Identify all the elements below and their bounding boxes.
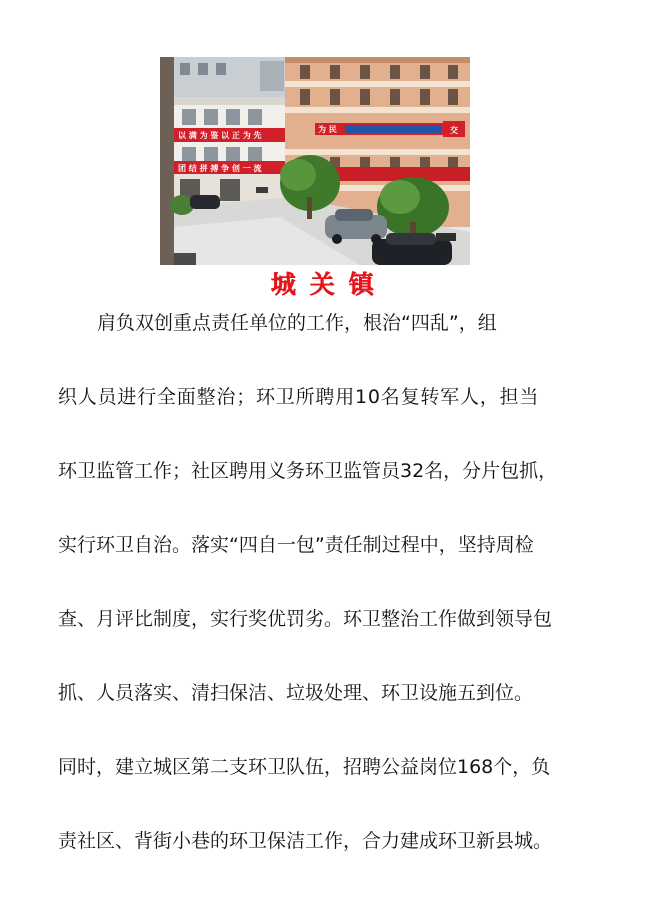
paragraph-line: 织人员进行全面整治；环卫所聘用10名复转军人，担当 [58, 386, 540, 408]
paragraph-line: 肩负双创重点责任单位的工作，根治“四乱”，组 [97, 312, 497, 334]
banner-4-text: 交 [450, 126, 458, 135]
banner-3-text: 为 民 [318, 125, 337, 134]
courtyard-photo [160, 57, 470, 265]
paragraph-line: 同时，建立城区第二支环卫队伍，招聘公益岗位168个，负 [58, 756, 551, 778]
paragraph-line: 抓、人员落实、清扫保洁、垃圾处理、环卫设施五到位。 [58, 682, 534, 704]
paragraph-line: 责社区、背街小巷的环卫保洁工作，合力建成环卫新县城。 [58, 830, 553, 852]
paragraph-line: 环卫监管工作；社区聘用义务环卫监管员32名，分片包抓， [58, 460, 558, 482]
banner-1-text: 以 满 为 鉴 以 正 为 先 [178, 131, 262, 140]
town-name-heading: 城关镇 [270, 270, 388, 299]
paragraph-line: 查、月评比制度，实行奖优罚劣。环卫整治工作做到领导包 [58, 608, 553, 630]
banner-2-text: 团 结 拼 搏 争 创 一 流 [178, 164, 262, 173]
paragraph-line: 实行环卫自治。落实“四自一包”责任制过程中，坚持周检 [58, 534, 534, 556]
